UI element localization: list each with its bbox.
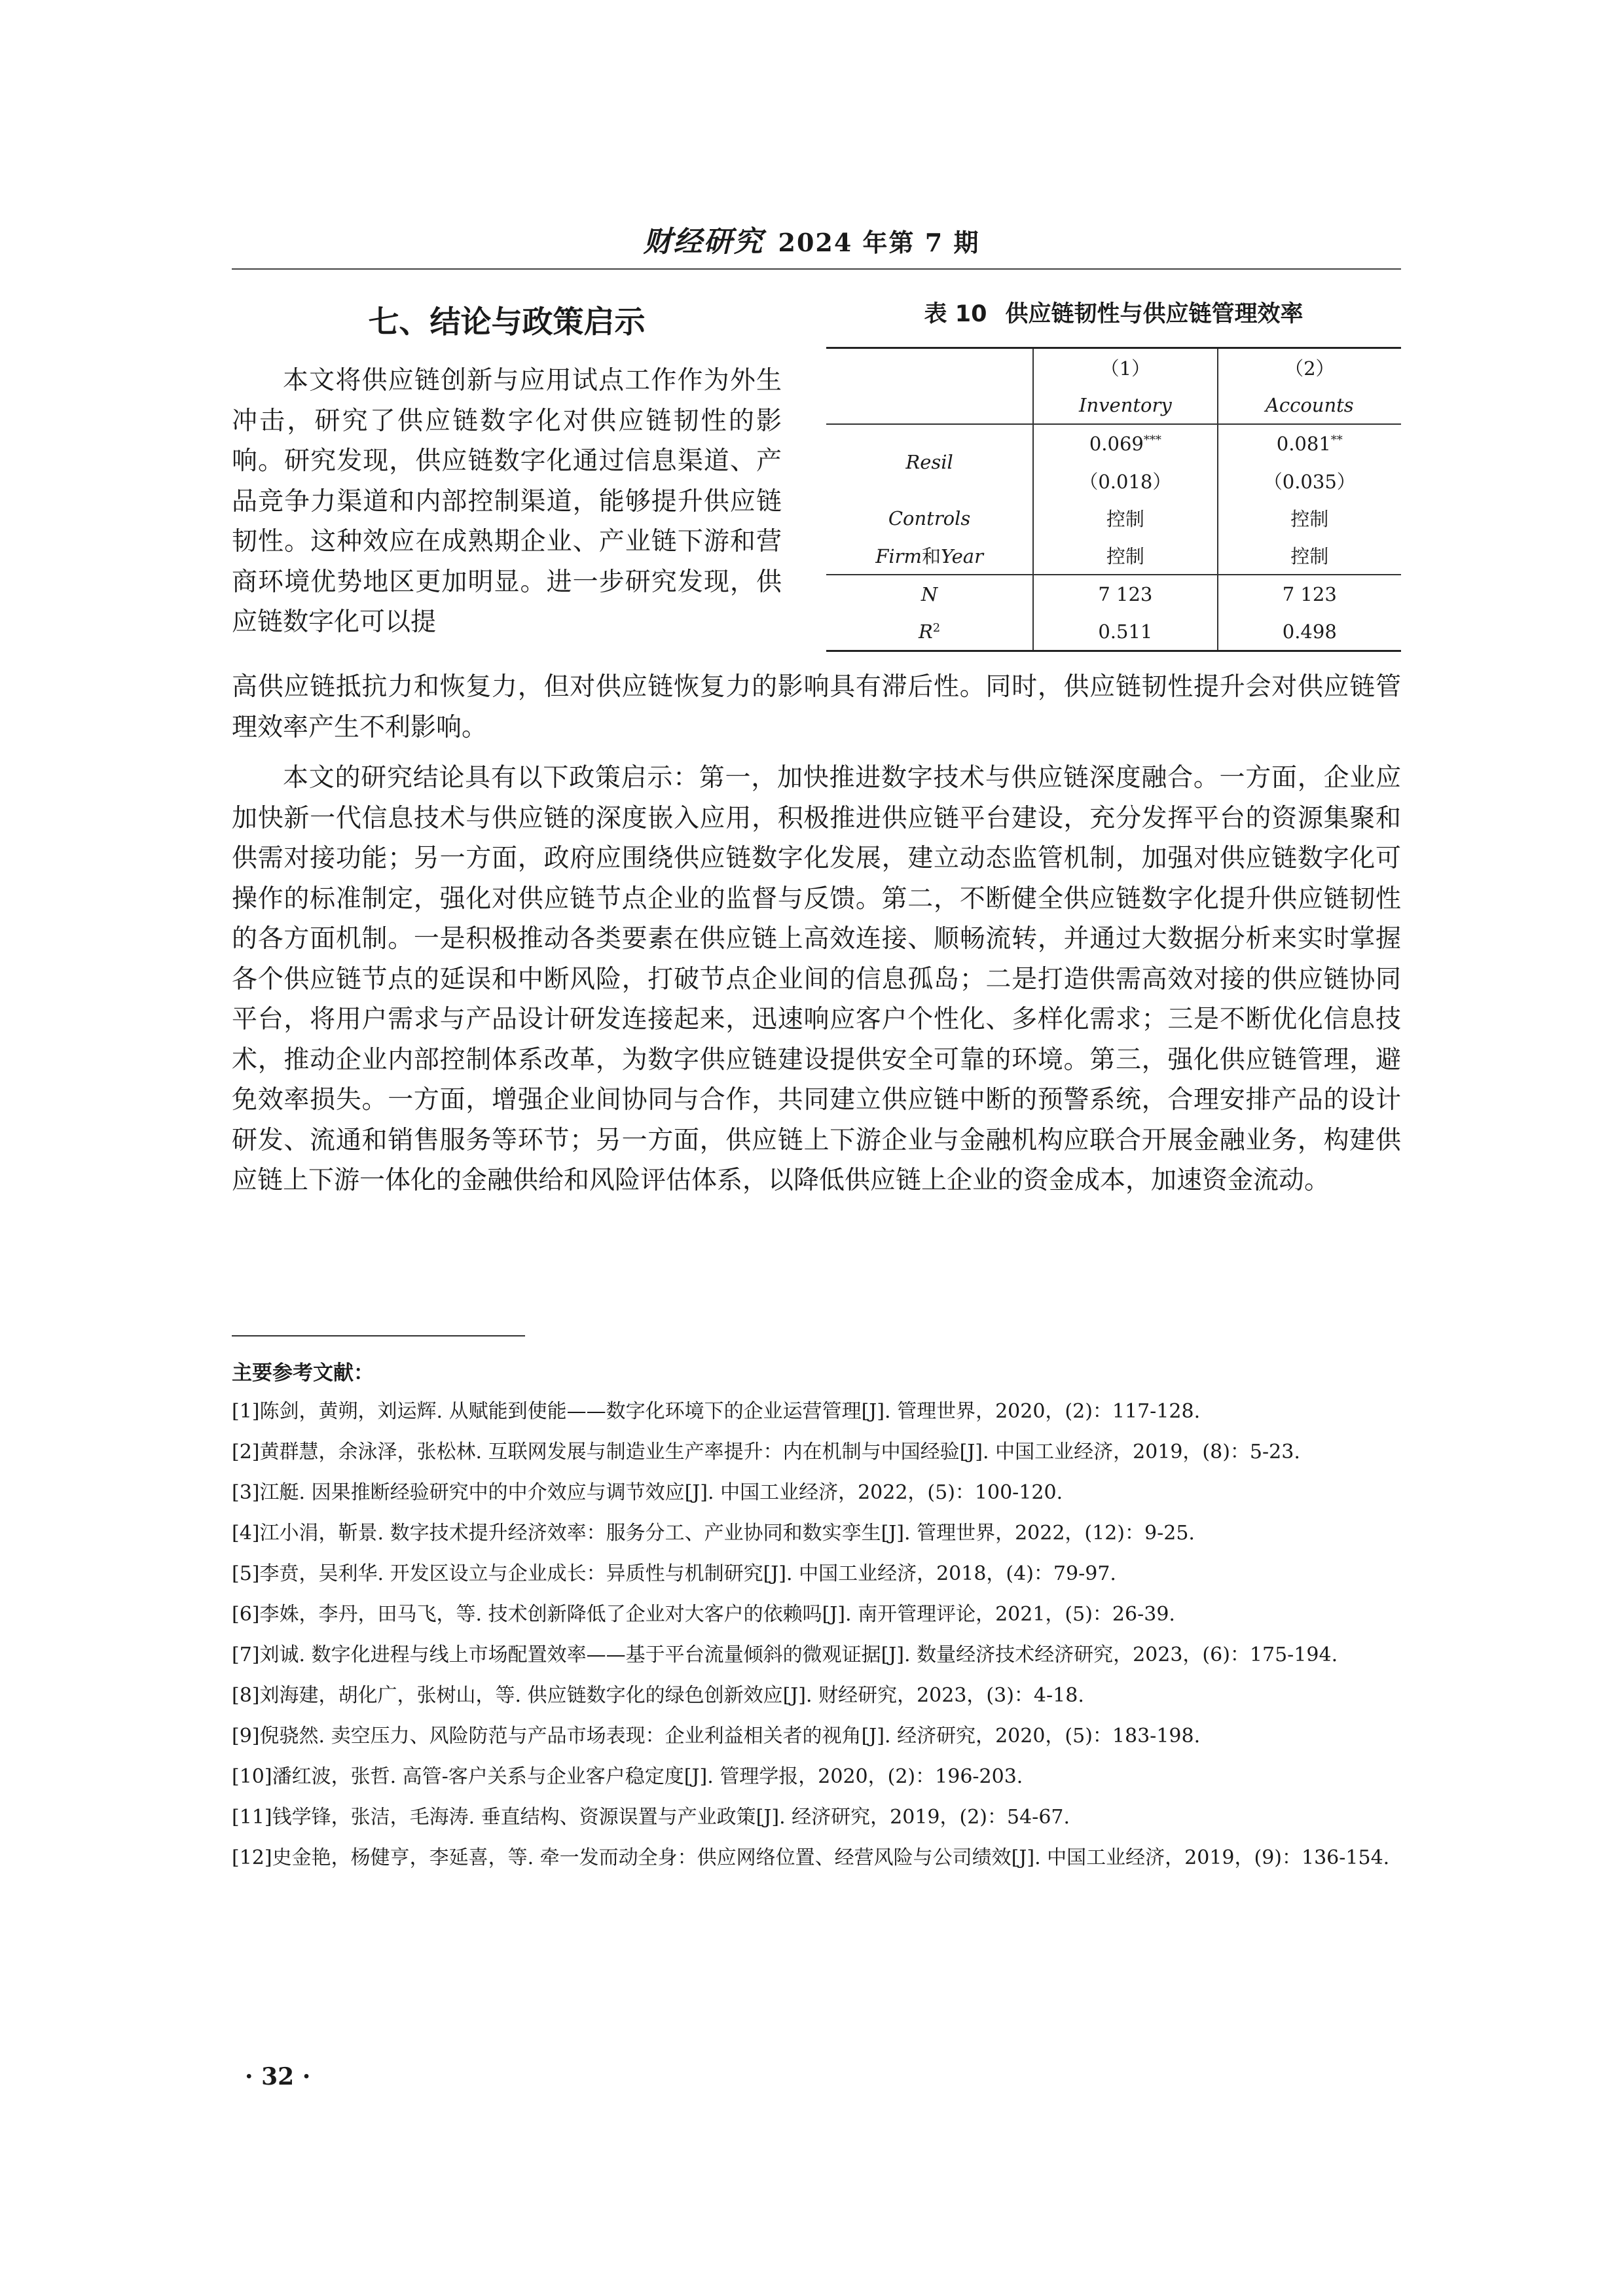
fixed-effects-label: Firm和Year <box>826 537 1033 575</box>
references-heading: 主要参考文献： <box>232 1361 374 1385</box>
journal-name: 财经研究 <box>643 225 764 259</box>
references-rule <box>232 1335 525 1336</box>
resil-coef-row <box>826 424 1401 462</box>
col1-number: （1） <box>1033 348 1217 387</box>
references-list <box>232 1391 1401 1878</box>
r-squared-col1: 0.511 <box>1033 613 1217 651</box>
resil-label: Resil <box>826 424 1033 499</box>
fixed-effects-row <box>826 537 1401 575</box>
reference-item: [7]刘诚. 数字化进程与线上市场配置效率——基于平台流量倾斜的微观证据[J]. 数量经济技术经济研究，2023，(6)：175-194. <box>232 1643 1338 1666</box>
observations-col1: 7 123 <box>1033 575 1217 613</box>
r-squared-row <box>826 613 1401 651</box>
running-header <box>0 218 1623 260</box>
col2-variable: Accounts <box>1265 393 1354 416</box>
table-caption <box>826 296 1401 329</box>
page-number: · 32 · <box>245 2063 311 2090</box>
reference-item: [1]陈剑，黄朔，刘运辉. 从赋能到使能——数字化环境下的企业运营管理[J]. 管理世界，2020，(2)：117-128. <box>232 1400 1201 1423</box>
header-rule <box>232 268 1401 270</box>
conclusion-paragraph-1-top: 本文将供应链创新与应用试点工作作为外生冲击，研究了供应链数字化对供应链韧性的影响。研究发现，供应链数字化通过信息渠道、产品竞争力渠道和内部控制渠道，能够提升供应链韧性。这种效应在成熟期企业、产业链下游和营商环境优势地区更加明显。进一步研究发现，供应链数字化可以提 <box>232 366 782 637</box>
controls-label: Controls <box>826 499 1033 537</box>
reference-item: [12]史金艳，杨健亨，李延喜，等. 牵一发而动全身：供应网络位置、经营风险与公司绩效[J]. 中国工业经济，2019，(9)：136-154. <box>232 1846 1390 1869</box>
reference-item: [3]江艇. 因果推断经验研究中的中介效应与调节效应[J]. 中国工业经济，2022，(5)：100-120. <box>232 1481 1063 1504</box>
observations-row <box>826 575 1401 613</box>
controls-col1: 控制 <box>1033 499 1217 537</box>
policy-paragraph: 本文的研究结论具有以下政策启示：第一，加快推进数字技术与供应链深度融合。一方面，企业应加快新一代信息技术与供应链的深度嵌入应用，积极推进供应链平台建设，充分发挥平台的资源集聚和供需对接功能；另一方面，政府应围绕供应链数字化发展，建立动态监管机制，加强对供应链数字化可操作的标准制定，强化对供应链节点企业的监督与反馈。第二，不断健全供应链数字化提升供应链韧性的各方面机制。一是积极推动各类要素在供应链上高效连接、顺畅流转，并通过大数据分析来实时掌握各个供应链节点的延误和中断风险，打破节点企业间的信息孤岛；二是打造供需高效对接的供应链协同平台，将用户需求与产品设计研发连接起来，迅速响应客户个性化、多样化需求；三是不断优化信息技术，推动企业内部控制体系改革，为数字供应链建设提供安全可靠的环境。第三，强化供应链管理，避免效率损失。一方面，增强企业间协同与合作，共同建立供应链中断的预警系统，合理安排产品的设计研发、流通和销售服务等环节；另一方面，供应链上下游企业与金融机构应联合开展金融业务，构建供应链上下游一体化的金融供给和风险评估体系，以降低供应链上企业的资金成本，加速资金流动。 <box>232 763 1401 1195</box>
table-corner-cell <box>826 348 1033 387</box>
reference-item: [8]刘海建，胡化广，张树山，等. 供应链数字化的绿色创新效应[J]. 财经研究，2023，(3)：4-18. <box>232 1684 1084 1707</box>
resil-se-col1: （0.018） <box>1033 462 1217 499</box>
table-caption-text: 供应链韧性与供应链管理效率 <box>1005 301 1304 327</box>
r-squared-label: $R^2$ <box>826 613 1033 651</box>
conclusion-paragraph-1-bottom: 高供应链抵抗力和恢复力，但对供应链恢复力的影响具有滞后性。同时，供应链韧性提升会对供应链管理效率产生不利影响。 <box>232 672 1401 742</box>
resil-coef-col1: 0.069*** <box>1033 424 1217 462</box>
regression-table <box>826 347 1401 652</box>
table-header-vars-row <box>826 386 1401 424</box>
journal-issue: 2024 年第 7 期 <box>778 228 980 257</box>
reference-item: [11]钱学锋，张洁，毛海涛. 垂直结构、资源误置与产业政策[J]. 经济研究，2019，(2)：54-67. <box>232 1806 1070 1829</box>
reference-item: [9]倪骁然. 卖空压力、风险防范与产品市场表现：企业利益相关者的视角[J]. 经济研究，2020，(5)：183-198. <box>232 1725 1201 1748</box>
reference-item: [4]江小涓，靳景. 数字技术提升经济效率：服务分工、产业协同和数实孪生[J]. 管理世界，2022，(12)：9-25. <box>232 1522 1195 1545</box>
resil-coef-col2: 0.081** <box>1218 424 1401 462</box>
fixed-effects-col1: 控制 <box>1033 537 1217 575</box>
reference-item: [5]李贲，吴利华. 开发区设立与企业成长：异质性与机制研究[J]. 中国工业经济，2018，(4)：79-97. <box>232 1562 1116 1585</box>
controls-row <box>826 499 1401 537</box>
reference-item: [10]潘红波，张哲. 高管-客户关系与企业客户稳定度[J]. 管理学报，2020，(2)：196-203. <box>232 1765 1023 1788</box>
observations-label: N <box>826 575 1033 613</box>
controls-col2: 控制 <box>1290 508 1329 530</box>
fixed-effects-col2: 控制 <box>1290 545 1329 567</box>
reference-item: [2]黄群慧，余泳泽，张松林. 互联网发展与制造业生产率提升：内在机制与中国经验[J]. 中国工业经济，2019，(8)：5-23. <box>232 1441 1300 1463</box>
reference-item: [6]李姝，李丹，田马飞，等. 技术创新降低了企业对大客户的依赖吗[J]. 南开管理评论，2021，(5)：26-39. <box>232 1603 1175 1626</box>
col1-variable: Inventory <box>1033 386 1217 424</box>
section-title: 七、结论与政策启示 <box>368 304 646 340</box>
r-squared-col2: 0.498 <box>1218 613 1401 651</box>
table-header-row <box>826 348 1401 387</box>
resil-se-col2: （0.035） <box>1263 471 1356 493</box>
table-caption-number: 表 10 <box>924 301 987 327</box>
col2-number: （2） <box>1218 348 1401 387</box>
observations-col2: 7 123 <box>1218 575 1401 613</box>
